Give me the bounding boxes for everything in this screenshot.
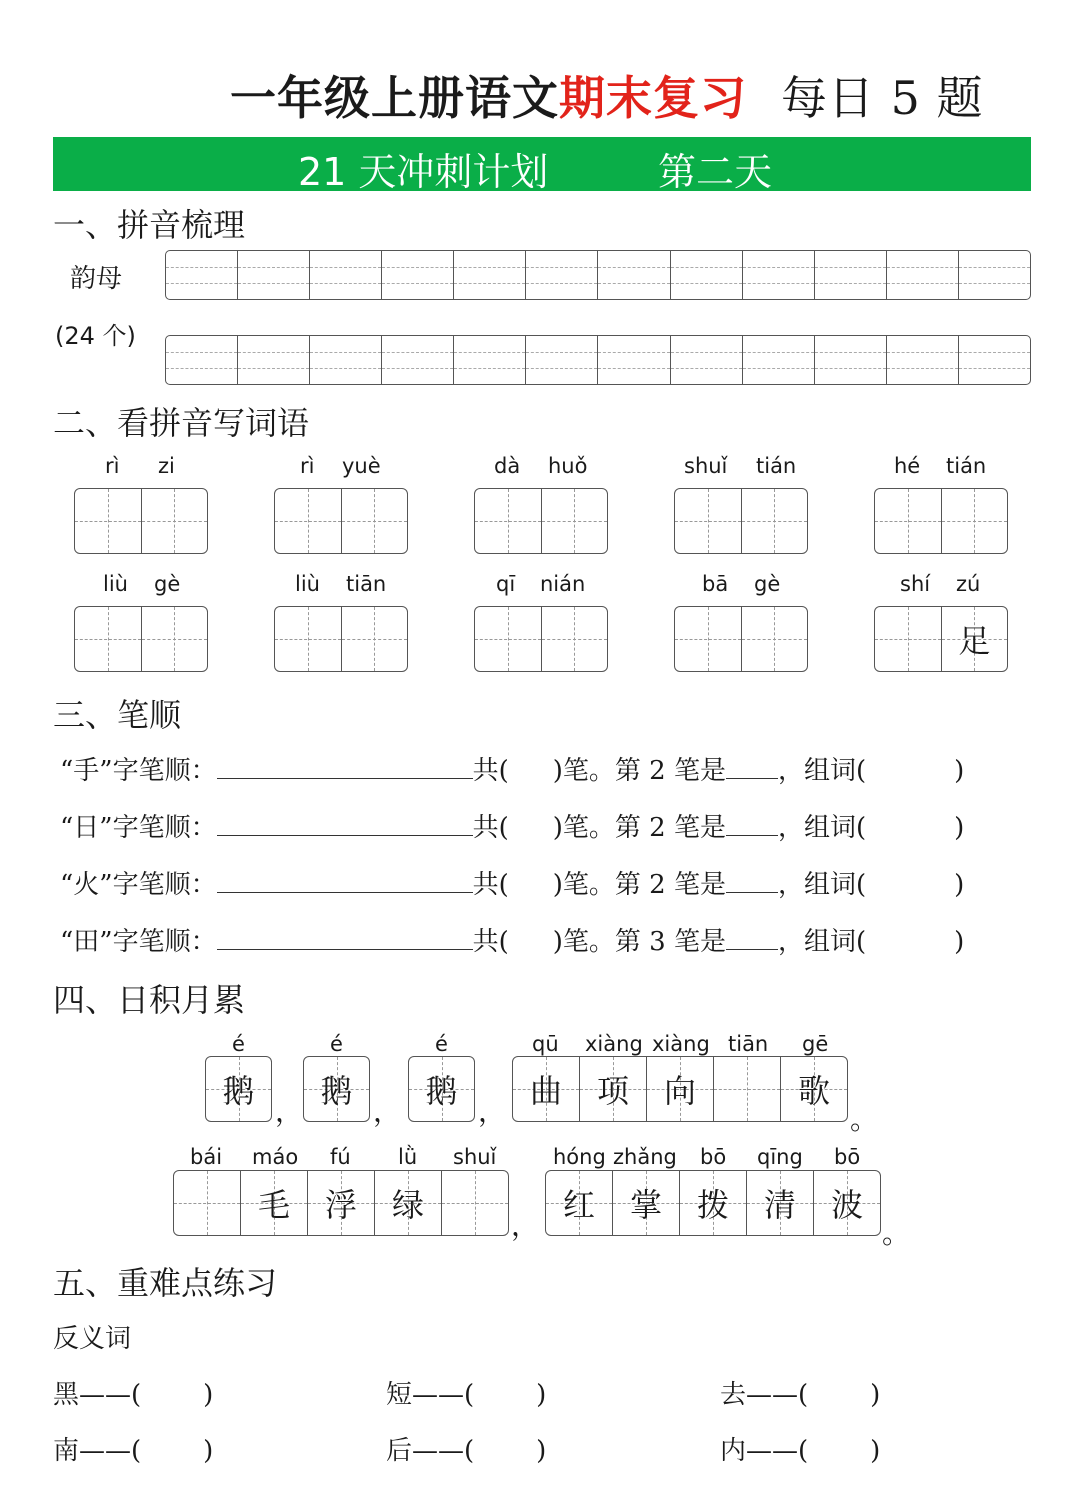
pinyin: hé [894, 454, 921, 478]
pinyin: liù [295, 572, 320, 596]
poem-pinyin: fú [330, 1145, 351, 1169]
poem-pinyin: qū [532, 1032, 559, 1056]
section-3-title: 三、笔顺 [53, 696, 182, 734]
word-box[interactable] [274, 488, 408, 554]
word-box[interactable] [874, 488, 1008, 554]
antonym-item: 去——( ) [720, 1380, 881, 1410]
yunmu-count: (24 个) [55, 322, 136, 350]
poem-pinyin: bō [700, 1145, 727, 1169]
poem-pinyin: xiàng [585, 1032, 643, 1056]
poem-pinyin: é [330, 1032, 343, 1056]
pinyin: zú [956, 572, 981, 596]
pinyin: huǒ [548, 454, 588, 478]
word-box[interactable] [274, 606, 408, 672]
pinyin: bā [702, 572, 729, 596]
poem-pinyin: zhǎng [613, 1145, 677, 1169]
word-box[interactable] [674, 606, 808, 672]
banner [53, 137, 1031, 194]
poem-pinyin: bái [190, 1145, 223, 1169]
title-part3: 每日 5 题 [781, 71, 984, 125]
banner-left: 21 天冲刺计划 [298, 150, 549, 194]
pinyin: shí [900, 572, 931, 596]
poem-pinyin: lǜ [398, 1145, 418, 1169]
pinyin: liù [103, 572, 128, 596]
pinyin-grid-row-1[interactable] [165, 250, 1031, 300]
pinyin: rì [300, 454, 315, 478]
stroke-blank[interactable] [217, 949, 473, 950]
pinyin: rì [105, 454, 120, 478]
pinyin: nián [540, 572, 586, 596]
section-2-title: 二、看拼音写词语 [53, 404, 310, 442]
stroke-row: “日”字笔顺： 共( )笔。第 2 笔是 ，组词( ) [60, 813, 965, 843]
poem-pinyin: tiān [728, 1032, 769, 1056]
pinyin-grid-row-2[interactable] [165, 335, 1031, 385]
section-4-title: 四、日积月累 [53, 981, 246, 1019]
antonym-item: 短——( ) [386, 1380, 547, 1410]
pinyin: qī [496, 572, 516, 596]
section-1-title: 一、拼音梳理 [53, 206, 246, 244]
stroke-row: “手”字笔顺： 共( )笔。第 2 笔是 ，组词( ) [60, 756, 965, 786]
stroke-blank[interactable] [217, 892, 473, 893]
poem-pinyin: shuǐ [453, 1145, 497, 1169]
stroke-blank[interactable] [217, 835, 473, 836]
section-5-title: 五、重难点练习 [53, 1264, 278, 1302]
poem-pinyin: é [435, 1032, 448, 1056]
pinyin: zi [158, 454, 175, 478]
title-part2: 期末复习 [559, 71, 747, 125]
poem-pinyin: xiàng [652, 1032, 710, 1056]
pinyin: gè [154, 572, 181, 596]
poem-box[interactable]: 鹅 [303, 1056, 370, 1122]
pinyin: tián [946, 454, 987, 478]
pinyin: tián [756, 454, 797, 478]
stroke-row: “火”字笔顺： 共( )笔。第 2 笔是 ，组词( ) [60, 870, 965, 900]
poem-pinyin: hóng [553, 1145, 606, 1169]
pinyin: shuǐ [684, 454, 728, 478]
stroke-row: “田”字笔顺： 共( )笔。第 3 笔是 ，组词( ) [60, 927, 965, 957]
poem-pinyin: máo [252, 1145, 299, 1169]
poem-box[interactable]: 毛 浮 绿 [173, 1170, 509, 1236]
pinyin: yuè [342, 454, 381, 478]
word-box[interactable]: 足 [874, 606, 1008, 672]
poem-pinyin: é [232, 1032, 245, 1056]
poem-pinyin: qīng [757, 1145, 803, 1169]
word-box[interactable] [474, 606, 608, 672]
poem-box[interactable]: 曲 项 向 歌 [512, 1056, 848, 1122]
antonym-item: 后——( ) [386, 1436, 547, 1466]
page-title [230, 62, 984, 128]
word-box[interactable] [674, 488, 808, 554]
pinyin: gè [754, 572, 781, 596]
poem-pinyin: gē [802, 1032, 829, 1056]
poem-box[interactable]: 鹅 [408, 1056, 475, 1122]
antonym-label: 反义词 [53, 1324, 132, 1354]
poem-box[interactable]: 鹅 [205, 1056, 272, 1122]
title-part1: 一年级上册语文 [230, 71, 559, 125]
word-box[interactable] [74, 488, 208, 554]
word-box[interactable] [74, 606, 208, 672]
poem-box[interactable]: 红 掌 拨 清 波 [545, 1170, 881, 1236]
antonym-item: 南——( ) [53, 1436, 214, 1466]
yunmu-label: 韵母 [70, 264, 123, 294]
pinyin: tiān [346, 572, 387, 596]
word-box[interactable] [474, 488, 608, 554]
pinyin: dà [494, 454, 521, 478]
banner-right: 第二天 [658, 150, 773, 194]
stroke-blank[interactable] [217, 778, 473, 779]
antonym-item: 黑——( ) [53, 1380, 214, 1410]
antonym-item: 内——( ) [720, 1436, 881, 1466]
poem-pinyin: bō [834, 1145, 861, 1169]
